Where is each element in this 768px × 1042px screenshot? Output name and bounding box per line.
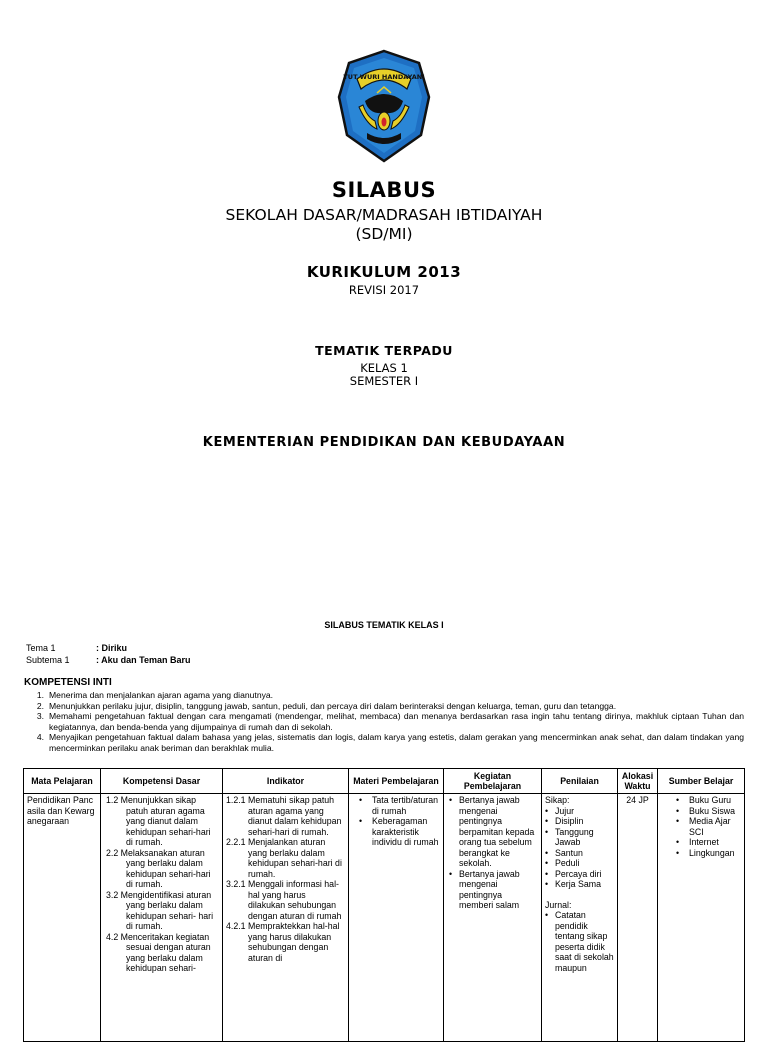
kd-item: 1.2 Menunjukkan sikap patuh aturan agama yang dianut dalam kehidupan sehari-hari di rumah. — [106, 795, 211, 847]
cell-penilaian — [542, 794, 618, 1042]
ki-item — [26, 690, 744, 701]
cover-school: SEKOLAH DASAR/MADRASAH IBTIDAIYAH — [225, 206, 543, 224]
ki-number: 1. — [36, 690, 44, 700]
ki-heading: KOMPETENSI INTI — [24, 677, 112, 688]
header-kegiatan: Kegiatan Pembelajaran — [444, 769, 542, 794]
kd-item: 2.2 Melaksanakan aturan yang berlaku dalam kehidupan sehari-hari di rumah. — [106, 847, 211, 889]
subtema-value: : Aku dan Teman Baru — [96, 655, 191, 665]
tema-value: : Diriku — [96, 643, 128, 653]
ki-list — [26, 690, 744, 754]
jurnal-label: Jurnal: — [545, 899, 572, 910]
svg-text:TUT WURI HANDAYANI: TUT WURI HANDAYANI — [343, 73, 425, 81]
ki-text: Menunjukkan perilaku jujur, disiplin, tanggung jawab, santun, peduli, dan percaya diri dalam berinteraksi dengan keluarga, teman, guru dan tetangga. — [49, 700, 617, 711]
cover-semester: SEMESTER I — [349, 374, 419, 388]
sikap-item: • Tanggung Jawab — [549, 827, 614, 848]
header-indikator: Indikator — [223, 769, 349, 794]
sumber-item: • Media Ajar SCI — [687, 816, 741, 837]
ki-number: 3. — [36, 711, 44, 722]
sumber-item: • Internet — [687, 837, 741, 848]
sumber-item: • Lingkungan — [687, 848, 741, 859]
table-row — [24, 794, 745, 1042]
cell-sumber — [658, 794, 745, 1042]
indikator-item: 4.2.1 Mempraktekkan hal-hal yang harus dilakukan sehubungan dengan aturan di — [226, 921, 340, 963]
cover-school-abbr: (SD/MI) — [355, 225, 413, 243]
cell-indikator — [223, 794, 349, 1042]
cover-subject: TEMATIK TERPADU — [315, 343, 453, 358]
header-penilaian: Penilaian — [542, 769, 618, 794]
sikap-item: • Santun — [549, 848, 614, 859]
sikap-item: • Percaya diri — [549, 869, 614, 880]
cover-ministry: KEMENTERIAN PENDIDIKAN DAN KEBUDAYAAN — [202, 435, 566, 450]
header-kd: Kompetensi Dasar — [101, 769, 223, 794]
sumber-item: • Buku Siswa — [687, 806, 741, 817]
cover-curriculum: KURIKULUM 2013 — [306, 263, 462, 281]
header-alokasi: Alokasi Waktu — [618, 769, 658, 794]
indikator-item: 3.2.1 Menggali informasi hal-hal yang harus dilakukan sehubungan dengan aturan di rumah — [226, 879, 342, 921]
ki-text: Memahami pengetahuan faktual dengan cara mengamati (mendengar, melihat, membaca) dan menanya berdasarkan rasa ingin tahu tentang dirinya, makhluk ciptaan Tuhan dan kegiatannya, dan benda-benda yang dijumpainya di rumah dan di sekolah. — [49, 711, 744, 732]
subtema-label: Subtema 1 — [26, 655, 70, 665]
mapel-text: Pendidikan Pancasila dan Kewarganegaraan — [27, 795, 95, 826]
kd-item: 3.2 Mengidentifikasi aturan yang berlaku dalam kehidupan sehari- hari di rumah. — [106, 889, 214, 931]
jurnal-item: • Catatan pendidik tentang sikap peserta didik saat di sekolah maupun — [549, 910, 614, 973]
indikator-item: 1.2.1 Mematuhi sikap patuh aturan agama yang dianut dalam kehidupan sehari-hari di rumah. — [226, 795, 342, 837]
ki-item — [26, 701, 744, 712]
materi-item: • Keberagaman karakteristik individu di rumah — [370, 816, 440, 848]
cover-title: SILABUS — [331, 178, 437, 202]
tema-line — [26, 643, 127, 653]
silabus-table — [23, 768, 745, 1042]
kegiatan-item: • Bertanya jawab mengenai pentingnya memberi salam — [453, 869, 538, 911]
sikap-item: • Jujur — [549, 806, 614, 817]
tut-wuri-handayani-logo — [337, 49, 431, 163]
materi-item: • Tata tertib/aturan di rumah — [370, 795, 440, 816]
sumber-item: • Buku Guru — [687, 795, 741, 806]
ki-number: 4. — [36, 732, 44, 743]
cell-alokasi: 24 JP — [618, 794, 658, 1042]
ki-item — [26, 711, 744, 732]
table-header-row — [24, 769, 745, 794]
ki-text: Menerima dan menjalankan ajaran agama yang dianutnya. — [49, 690, 274, 700]
cell-kd — [101, 794, 223, 1042]
indikator-item: 2.2.1 Menjalankan aturan yang berlaku dalam kehidupan sehari-hari di rumah. — [226, 837, 342, 879]
header-sumber: Sumber Belajar — [658, 769, 745, 794]
section-title: SILABUS TEMATIK KELAS I — [324, 620, 444, 630]
ki-item — [26, 732, 744, 753]
cover-grade: KELAS 1 — [360, 361, 408, 375]
tema-label: Tema 1 — [26, 643, 56, 653]
sikap-item: • Peduli — [549, 858, 614, 869]
kd-item: 4.2 Menceritakan kegiatan sesuai dengan aturan yang berlaku dalam kehidupan sehari- — [106, 931, 211, 973]
subtema-line — [26, 655, 191, 665]
sikap-label: Sikap: — [545, 795, 570, 805]
cell-mapel — [24, 794, 101, 1042]
sikap-item: • Kerja Sama — [549, 879, 614, 890]
header-materi: Materi Pembelajaran — [349, 769, 444, 794]
cell-materi — [349, 794, 444, 1042]
sikap-item: • Disiplin — [549, 816, 614, 827]
cell-kegiatan — [444, 794, 542, 1042]
header-mapel: Mata Pelajaran — [24, 769, 101, 794]
ki-number: 2. — [36, 700, 44, 711]
ki-text: Menyajikan pengetahuan faktual dalam bahasa yang jelas, sistematis dan logis, dalam karya yang estetis, dalam gerakan yang mencerminkan anak sehat, dan dalam tindakan yang mencerminkan perilaku anak beriman dan berakhlak mulia. — [49, 732, 744, 753]
kegiatan-item: • Bertanya jawab mengenai pentingnya berpamitan kepada orang tua sebelum berangkat ke sekolah. — [453, 795, 538, 869]
cover-revision: REVISI 2017 — [348, 283, 420, 297]
